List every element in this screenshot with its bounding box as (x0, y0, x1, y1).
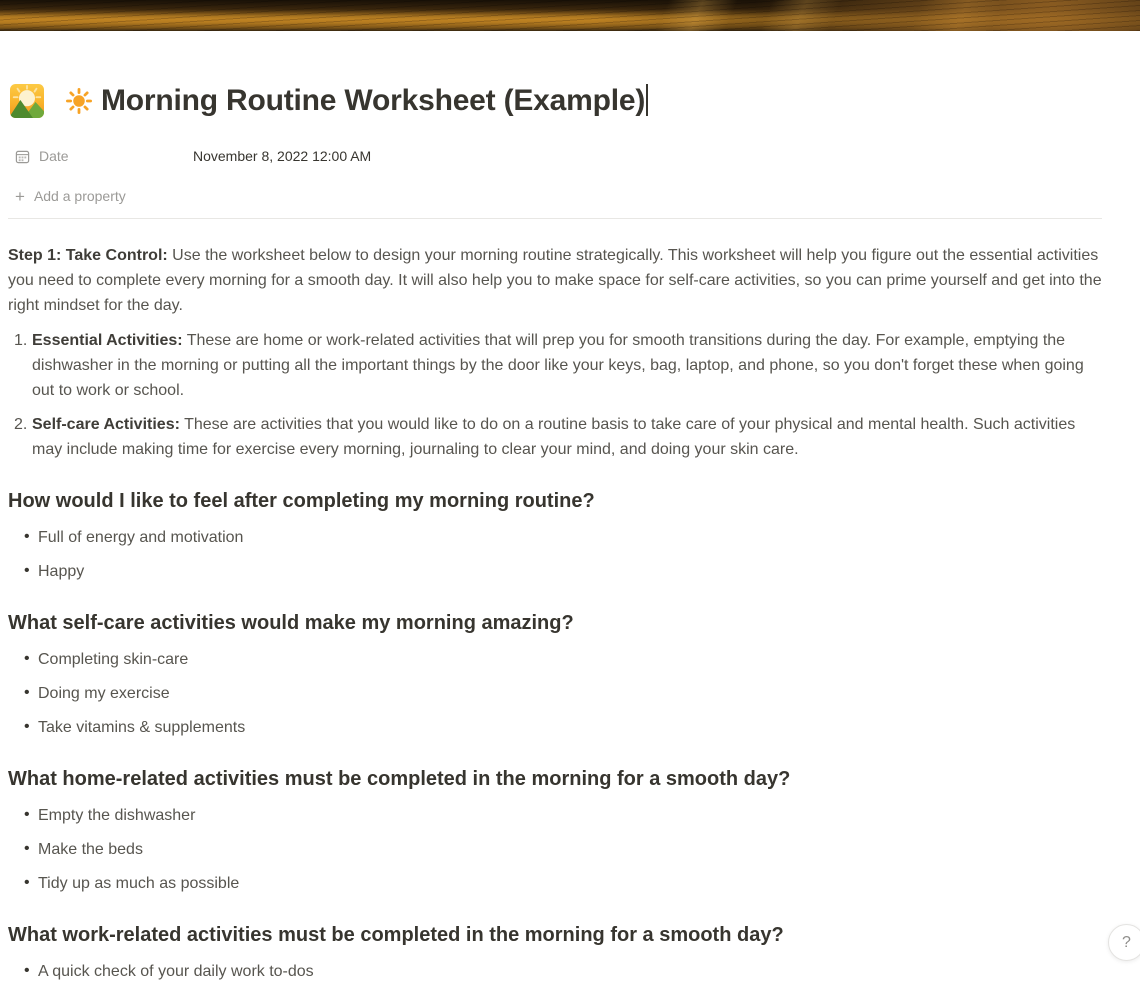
list-item-number: 2. (14, 416, 28, 433)
intro-paragraph[interactable] (8, 243, 1102, 318)
bullet-text: A quick check of your daily work to-dos (38, 963, 314, 980)
section-heading[interactable]: What self-care activities would make my morning amazing? (8, 612, 574, 634)
page-title-row (8, 81, 1102, 121)
section-heading[interactable]: How would I like to feel after completing my morning routine? (8, 490, 595, 512)
property-row-date[interactable] (8, 147, 1102, 165)
notion-page (0, 81, 1140, 984)
bullet-list-item[interactable] (8, 525, 1102, 550)
bullet-list (8, 803, 1102, 896)
bullet-text: Completing skin-care (38, 651, 189, 668)
sunrise-over-mountains-emoji-icon[interactable] (10, 84, 44, 118)
calendar-icon (15, 149, 30, 164)
worksheet-section (8, 922, 1102, 984)
bullet-text: Happy (38, 563, 85, 580)
plus-icon: + (15, 186, 25, 206)
bullet-list-item[interactable] (8, 837, 1102, 862)
bullet-list (8, 959, 1102, 984)
sun-emoji-icon (66, 88, 92, 114)
intro-lead: Step 1: Take Control: (8, 247, 168, 264)
bullet-text: Empty the dishwasher (38, 807, 196, 824)
intro-text: Use the worksheet below to design your morning routine strategically. This worksheet will help you figure out the essential activities you need to complete every morning for a smooth day. It will also help you to make space for self-care activities, so you can prime yourself and get into the right mindset for the day. (8, 247, 1102, 314)
list-item-text: These are home or work-related activities that will prep you for smooth transitions during the day. For example, emptying the dishwasher in the morning or putting all the important things by the door like your keys, bag, laptop, and phone, so you don't forget these when going out to work or school. (32, 332, 1084, 399)
bullet-list (8, 647, 1102, 740)
numbered-list-item[interactable] (8, 412, 1102, 462)
bullet-list-item[interactable] (8, 681, 1102, 706)
list-item-lead: Essential Activities: (32, 332, 183, 349)
worksheet-section (8, 488, 1102, 584)
bullet-text: Full of energy and motivation (38, 529, 244, 546)
numbered-list (8, 328, 1102, 462)
list-item-number: 1. (14, 332, 28, 349)
bullet-list-item[interactable] (8, 871, 1102, 896)
bullet-text: Tidy up as much as possible (38, 875, 240, 892)
section-heading[interactable]: What home-related activities must be completed in the morning for a smooth day? (8, 768, 791, 790)
page-cover-image[interactable] (0, 0, 1140, 31)
add-property-button[interactable]: + Add a property (15, 186, 126, 206)
help-button[interactable]: ? (1108, 924, 1140, 961)
bullet-list-item[interactable] (8, 959, 1102, 984)
bullet-list-item[interactable] (8, 647, 1102, 672)
bullet-text: Make the beds (38, 841, 143, 858)
bullet-list-item[interactable] (8, 715, 1102, 740)
bullet-text: Take vitamins & supplements (38, 719, 246, 736)
text-cursor (646, 84, 648, 116)
bullet-list-item[interactable] (8, 803, 1102, 828)
page-properties (8, 147, 1102, 205)
worksheet-sections (8, 488, 1102, 984)
page-title[interactable]: Morning Routine Worksheet (Example) (101, 81, 648, 121)
bullet-text: Doing my exercise (38, 685, 170, 702)
bullet-list (8, 525, 1102, 584)
worksheet-section (8, 766, 1102, 896)
list-item-text: These are activities that you would like to do on a routine basis to take care of your physical and mental health. Such activities may include making time for exercise every morning, journaling to clear your mind, and doing your skin care. (32, 416, 1076, 458)
properties-divider (8, 218, 1102, 219)
bullet-list-item[interactable] (8, 559, 1102, 584)
property-value-date[interactable]: November 8, 2022 12:00 AM (193, 148, 372, 164)
worksheet-section (8, 610, 1102, 740)
section-heading[interactable]: What work-related activities must be completed in the morning for a smooth day? (8, 924, 784, 946)
list-item-lead: Self-care Activities: (32, 416, 180, 433)
numbered-list-item[interactable] (8, 328, 1102, 403)
property-label-date: Date (15, 148, 193, 164)
